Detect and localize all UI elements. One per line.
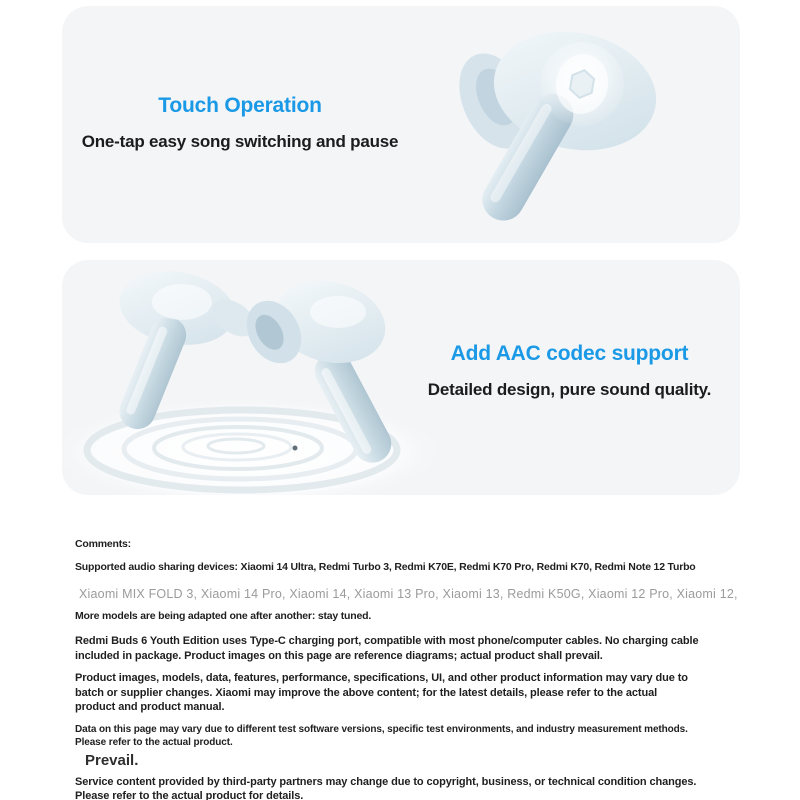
service-note-paragraph: Service content provided by third-party partners may change due to copyright, business, or technical condition changes. Please refer to the actual product for details. xyxy=(75,775,697,800)
touch-operation-heading: Touch Operation xyxy=(158,94,322,117)
device-models-line: Xiaomi MIX FOLD 3, Xiaomi 14 Pro, Xiaomi 14, Xiaomi 13 Pro, Xiaomi 13, Redmi K50G, Xiaomi 12 Pro, Xiaomi 12, xyxy=(79,587,738,601)
comments-title: Comments: xyxy=(75,538,131,550)
prevail-text: Prevail. xyxy=(85,751,139,769)
aac-codec-subheading: Detailed design, pure sound quality. xyxy=(427,380,712,399)
more-models-line: More models are being adapted one after another: stay tuned. xyxy=(75,610,372,622)
charging-note-paragraph: Redmi Buds 6 Youth Edition uses Type-C charging port, compatible with most phone/computer cables. No charging cable included in package. Product images on this page are reference diagrams; actual product shall prevail. xyxy=(75,635,699,662)
single-earbud-image xyxy=(410,6,740,243)
aac-codec-card xyxy=(62,260,740,495)
earbud-pair-ripple-image xyxy=(62,260,462,495)
touch-operation-subheading: One-tap easy song switching and pause xyxy=(81,132,399,151)
data-note-paragraph: Data on this page may vary due to different test software versions, specific test environments, and industry measurement methods. Please refer to the actual product. xyxy=(75,723,688,748)
comments-section xyxy=(75,538,738,800)
variation-note-paragraph: Product images, models, data, features, performance, specifications, UI, and other product information may vary due to batch or supplier changes. Xiaomi may improve the above content; for the latest details, please refer to the actual product and product manual. xyxy=(75,672,688,713)
mic-hole xyxy=(293,446,298,451)
supported-devices-line: Supported audio sharing devices: Xiaomi 14 Ultra, Redmi Turbo 3, Redmi K70E, Redmi K70 Pro, Redmi K70, Redmi Note 12 Turbo xyxy=(75,561,696,573)
touch-operation-card xyxy=(62,6,740,243)
aac-codec-heading: Add AAC codec support xyxy=(450,342,689,365)
